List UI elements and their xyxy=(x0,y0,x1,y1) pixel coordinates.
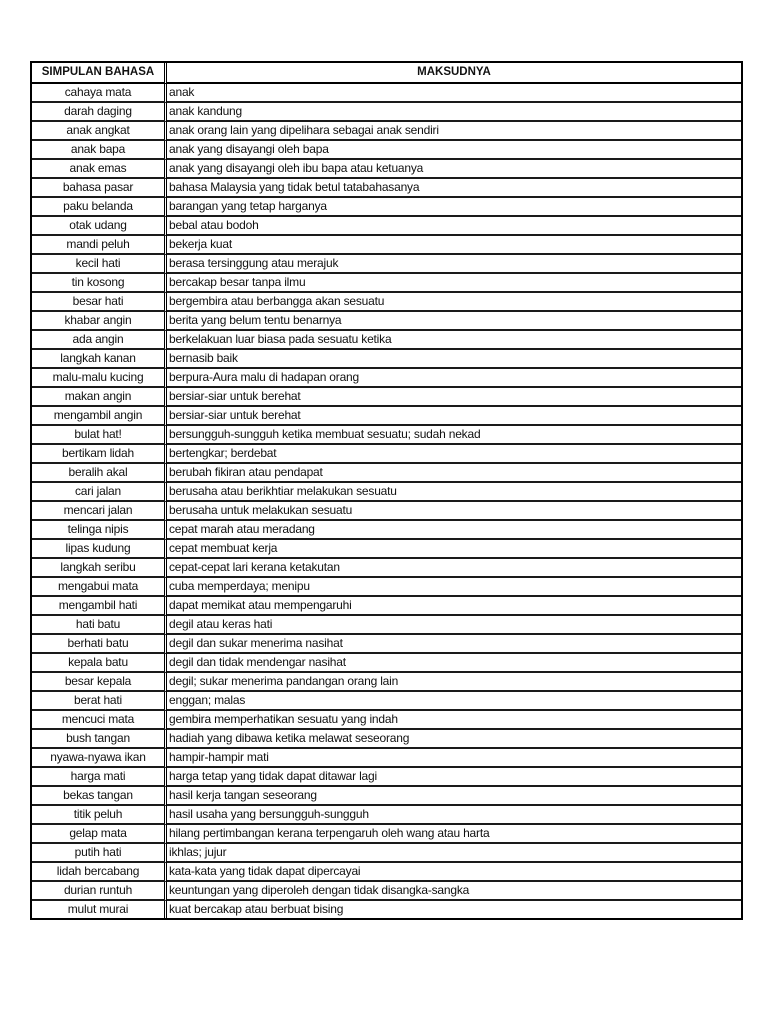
table-row xyxy=(32,844,741,863)
idiom-meaning: anak yang disayangi oleh ibu bapa atau ketuanya xyxy=(167,160,741,179)
idiom-meaning: dapat memikat atau mempengaruhi xyxy=(167,597,741,616)
idiom-term: mengambil hati xyxy=(32,597,167,616)
idiom-term: langkah seribu xyxy=(32,559,167,578)
idiom-meaning: cepat membuat kerja xyxy=(167,540,741,559)
idiom-meaning: bebal atau bodoh xyxy=(167,217,741,236)
idiom-meaning: berubah fikiran atau pendapat xyxy=(167,464,741,483)
table-row xyxy=(32,483,741,502)
idiom-meaning: degil dan tidak mendengar nasihat xyxy=(167,654,741,673)
idiom-meaning: bahasa Malaysia yang tidak betul tatabahasanya xyxy=(167,179,741,198)
idiom-meaning: kuat bercakap atau berbuat bising xyxy=(169,902,344,916)
idiom-meaning: keuntungan yang diperoleh dengan tidak disangka-sangka xyxy=(167,882,741,901)
table-row xyxy=(32,388,741,407)
idiom-meaning: bernasib baik xyxy=(167,350,741,369)
table-row xyxy=(32,122,741,141)
idiom-term: gelap mata xyxy=(32,825,167,844)
idiom-term: kecil hati xyxy=(32,255,167,274)
idiom-meaning: cuba memperdaya; menipu xyxy=(167,578,741,597)
idiom-meaning: gembira memperhatikan sesuatu yang indah xyxy=(167,711,741,730)
table-body xyxy=(32,84,741,918)
idiom-term: hati batu xyxy=(32,616,167,635)
table-row xyxy=(32,407,741,426)
idiom-meaning: bertengkar; berdebat xyxy=(167,445,741,464)
idiom-meaning: berusaha atau berikhtiar melakukan sesuatu xyxy=(167,483,741,502)
idiom-term: berhati batu xyxy=(32,635,167,654)
idiom-term: kepala batu xyxy=(32,654,167,673)
table-row xyxy=(32,635,741,654)
table-row xyxy=(32,787,741,806)
idiom-term: bulat hat! xyxy=(32,426,167,445)
idiom-term: titik peluh xyxy=(32,806,167,825)
table-row xyxy=(32,198,741,217)
idiom-term: besar kepala xyxy=(32,673,167,692)
table-row xyxy=(32,711,741,730)
table-row xyxy=(32,179,741,198)
header-row xyxy=(32,63,741,84)
idiom-term: mencari jalan xyxy=(32,502,167,521)
idiom-term: berat hati xyxy=(32,692,167,711)
table-row xyxy=(32,255,741,274)
idiom-meaning: hampir-hampir mati xyxy=(167,749,741,768)
idiom-term: mengabui mata xyxy=(32,578,167,597)
table-row xyxy=(32,464,741,483)
idiom-term: nyawa-nyawa ikan xyxy=(32,749,167,768)
idiom-term: telinga nipis xyxy=(32,521,167,540)
idiom-meaning: hilang pertimbangan kerana terpengaruh oleh wang atau harta xyxy=(167,825,741,844)
table-row xyxy=(32,730,741,749)
idiom-meaning: bercakap besar tanpa ilmu xyxy=(167,274,741,293)
table-row xyxy=(32,312,741,331)
table-row xyxy=(32,502,741,521)
table-row xyxy=(32,84,741,103)
table-row xyxy=(32,274,741,293)
table-row xyxy=(32,559,741,578)
idiom-table xyxy=(32,63,741,918)
idiom-meaning: bekerja kuat xyxy=(167,236,741,255)
idiom-term: langkah kanan xyxy=(32,350,167,369)
table-row xyxy=(32,882,741,901)
idiom-term: mulut murai xyxy=(32,901,167,918)
table-row xyxy=(32,768,741,787)
idiom-term: mengambil angin xyxy=(32,407,167,426)
idiom-meaning: degil dan sukar menerima nasihat xyxy=(167,635,741,654)
table-row xyxy=(32,901,741,918)
header-meaning: MAKSUDNYA xyxy=(167,63,741,84)
idiom-term: bush tangan xyxy=(32,730,167,749)
idiom-term: anak bapa xyxy=(32,141,167,160)
idiom-term: durian runtuh xyxy=(32,882,167,901)
table-row xyxy=(32,863,741,882)
idiom-term: makan angin xyxy=(32,388,167,407)
idiom-term: tin kosong xyxy=(32,274,167,293)
idiom-meaning: berkelakuan luar biasa pada sesuatu ketika xyxy=(167,331,741,350)
table-row xyxy=(32,445,741,464)
table-row xyxy=(32,369,741,388)
idiom-term: malu-malu kucing xyxy=(32,369,167,388)
table-row xyxy=(32,426,741,445)
table-row xyxy=(32,103,741,122)
idiom-term: harga mati xyxy=(32,768,167,787)
idiom-term: putih hati xyxy=(32,844,167,863)
table-row xyxy=(32,578,741,597)
idiom-term: anak emas xyxy=(32,160,167,179)
idiom-meaning: berasa tersinggung atau merajuk xyxy=(167,255,741,274)
idiom-meaning: harga tetap yang tidak dapat ditawar lagi xyxy=(167,768,741,787)
idiom-term: cari jalan xyxy=(32,483,167,502)
idiom-term: cahaya mata xyxy=(32,84,167,103)
idiom-term: anak angkat xyxy=(32,122,167,141)
idiom-meaning: degil; sukar menerima pandangan orang lain xyxy=(167,673,741,692)
table-row xyxy=(32,616,741,635)
idiom-meaning: cepat-cepat lari kerana ketakutan xyxy=(167,559,741,578)
table-row xyxy=(32,749,741,768)
idiom-meaning: anak orang lain yang dipelihara sebagai anak sendiri xyxy=(167,122,741,141)
idiom-meaning: barangan yang tetap harganya xyxy=(167,198,741,217)
idiom-term: besar hati xyxy=(32,293,167,312)
idiom-term: ada angin xyxy=(32,331,167,350)
idiom-meaning: berpura-Aura malu di hadapan orang xyxy=(167,369,741,388)
table-row xyxy=(32,597,741,616)
table-row xyxy=(32,160,741,179)
idiom-meaning: berusaha untuk melakukan sesuatu xyxy=(167,502,741,521)
idiom-meaning: anak kandung xyxy=(167,103,741,122)
table-row xyxy=(32,236,741,255)
idiom-meaning: anak xyxy=(167,84,741,103)
idiom-term: otak udang xyxy=(32,217,167,236)
idiom-term: bertikam lidah xyxy=(32,445,167,464)
idiom-term: khabar angin xyxy=(32,312,167,331)
header-term: SIMPULAN BAHASA xyxy=(32,63,167,84)
idiom-term: paku belanda xyxy=(32,198,167,217)
idiom-meaning: bersiar-siar untuk berehat xyxy=(167,388,741,407)
idiom-meaning: bersiar-siar untuk berehat xyxy=(167,407,741,426)
idiom-meaning: berita yang belum tentu benarnya xyxy=(167,312,741,331)
idiom-term: darah daging xyxy=(32,103,167,122)
table-row xyxy=(32,825,741,844)
table-row xyxy=(32,350,741,369)
table-row xyxy=(32,540,741,559)
idiom-meaning: kata-kata yang tidak dapat dipercayai xyxy=(167,863,741,882)
table-row xyxy=(32,521,741,540)
table-row xyxy=(32,141,741,160)
table-row xyxy=(32,692,741,711)
idiom-meaning: bergembira atau berbangga akan sesuatu xyxy=(167,293,741,312)
idiom-meaning: hasil usaha yang bersungguh-sungguh xyxy=(167,806,741,825)
idiom-meaning: hasil kerja tangan seseorang xyxy=(167,787,741,806)
idiom-meaning: enggan; malas xyxy=(167,692,741,711)
table-row xyxy=(32,654,741,673)
idiom-term: mencuci mata xyxy=(32,711,167,730)
idiom-meaning: anak yang disayangi oleh bapa xyxy=(167,141,741,160)
idiom-meaning: hadiah yang dibawa ketika melawat seseorang xyxy=(167,730,741,749)
table-row xyxy=(32,217,741,236)
idiom-term: bahasa pasar xyxy=(32,179,167,198)
table-row xyxy=(32,331,741,350)
idiom-meaning: bersungguh-sungguh ketika membuat sesuatu; sudah nekad xyxy=(167,426,741,445)
idiom-term: beralih akal xyxy=(32,464,167,483)
idiom-term: lidah bercabang xyxy=(32,863,167,882)
idiom-meaning: ikhlas; jujur xyxy=(167,844,741,863)
idiom-term: mandi peluh xyxy=(32,236,167,255)
idiom-term: lipas kudung xyxy=(32,540,167,559)
idiom-meaning: cepat marah atau meradang xyxy=(167,521,741,540)
table-row xyxy=(32,806,741,825)
table-row xyxy=(32,293,741,312)
idiom-table-sheet xyxy=(30,61,743,920)
table-row xyxy=(32,673,741,692)
idiom-meaning: degil atau keras hati xyxy=(167,616,741,635)
idiom-term: bekas tangan xyxy=(32,787,167,806)
